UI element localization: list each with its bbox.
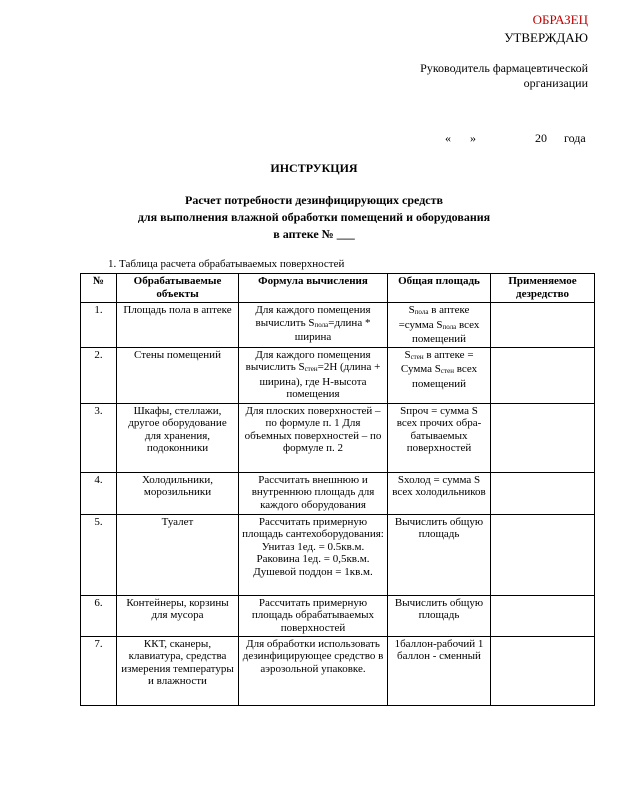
row-area: Sстен в аптеке = Сумма Sстен всех помещений [388,347,491,403]
row-object: Контейнеры, корзины для мусора [117,595,239,636]
formula-line: Раковина 1ед. = 0,5кв.м. [256,553,370,565]
row-num: 2. [81,347,117,403]
row-formula: Для плоских поверхностей – по формуле п. 1 Для объемных поверхностей – по формуле п. 2 [239,403,388,472]
row-agent [491,595,595,636]
sample-stamp: ОБРАЗЕЦ [532,12,588,27]
row-formula: Для каждого помещения вычислить Sпола=длина * ширина [239,303,388,348]
row-agent [491,403,595,472]
document-title-line2: для выполнения влажной обработки помещений и оборудования [137,210,491,224]
row-agent [491,472,595,514]
row-num: 6. [81,595,117,636]
surfaces-table [80,273,595,706]
row-object: Шкафы, стеллажи, другое оборудование для хранения, подоконники [117,403,239,472]
row-object: Холодильники, морозильники [117,472,239,514]
approve-heading: УТВЕРЖДАЮ [504,30,588,45]
row-agent [491,347,595,403]
header-agent: Применяемое дезредство [491,274,595,303]
header-num: № [81,274,117,303]
row-area: Вычислить общую площадь [388,514,491,595]
row-object: ККТ, сканеры, клавиатура, средства измерения температуры и влажности [117,636,239,705]
date-year-prefix: 20 [535,131,547,145]
table-row [81,514,595,595]
row-area: Вычислить общую площадь [388,595,491,636]
table-header-row [81,274,595,303]
row-agent [491,303,595,348]
row-num: 4. [81,472,117,514]
table-row [81,347,595,403]
table-row [81,595,595,636]
table-caption: 1. Таблица расчета обрабатываемых поверхностей [108,258,345,270]
row-area: 1баллон-рабочий 1 баллон - сменный [388,636,491,705]
table-row [81,636,595,705]
header-area: Общая площадь [388,274,491,303]
row-area: Sхолод = сумма S всех холодильников [388,472,491,514]
table-row [81,403,595,472]
row-object: Площадь пола в аптеке [117,303,239,348]
document-title-line3: в аптеке № ___ [273,227,355,241]
row-area: Sпроч = сумма S всех прочих обра-батываемых поверхностей [388,403,491,472]
document-title-line1: Расчет потребности дезинфицирующих средств [184,193,443,207]
formula-line: Душевой поддон = 1кв.м. [253,565,373,578]
date-year-suffix: года [564,131,586,145]
table-row [81,472,595,514]
row-num: 3. [81,403,117,472]
formula-line: Унитаз 1ед. = 0.5кв.м. [261,540,365,553]
row-formula: Для обработки использовать дезинфицирующее средство в аэрозольной упаковке. [239,636,388,705]
instruction-title: ИНСТРУКЦИЯ [270,161,358,175]
row-formula: Рассчитать примерную площадь обрабатываемых поверхностей [239,595,388,636]
row-num: 7. [81,636,117,705]
row-formula: Рассчитать внешнюю и внутреннюю площадь для каждого оборудования [239,472,388,514]
date-quote-close: » [470,131,476,145]
row-formula: Для каждого помещения вычислить Sстен=2H (длина + ширина), где Н-высота помещения [239,347,388,403]
row-formula [239,514,388,595]
row-num: 1. [81,303,117,348]
formula-line: Рассчитать примерную площадь сантехоборудования: [242,515,384,540]
row-num: 5. [81,514,117,595]
head-title-line1: Руководитель фармацевтической [420,61,588,75]
head-title-line2: организации [523,76,588,90]
table-row [81,303,595,348]
row-area: Sпола в аптеке =сумма Sпола всех помещений [388,303,491,348]
row-agent [491,514,595,595]
row-object: Стены помещений [117,347,239,403]
date-quote-open: « [445,131,451,145]
header-objects: Обрабатываемые объекты [117,274,239,303]
header-formula: Формула вычисления [239,274,388,303]
row-agent [491,636,595,705]
row-object: Туалет [117,514,239,595]
